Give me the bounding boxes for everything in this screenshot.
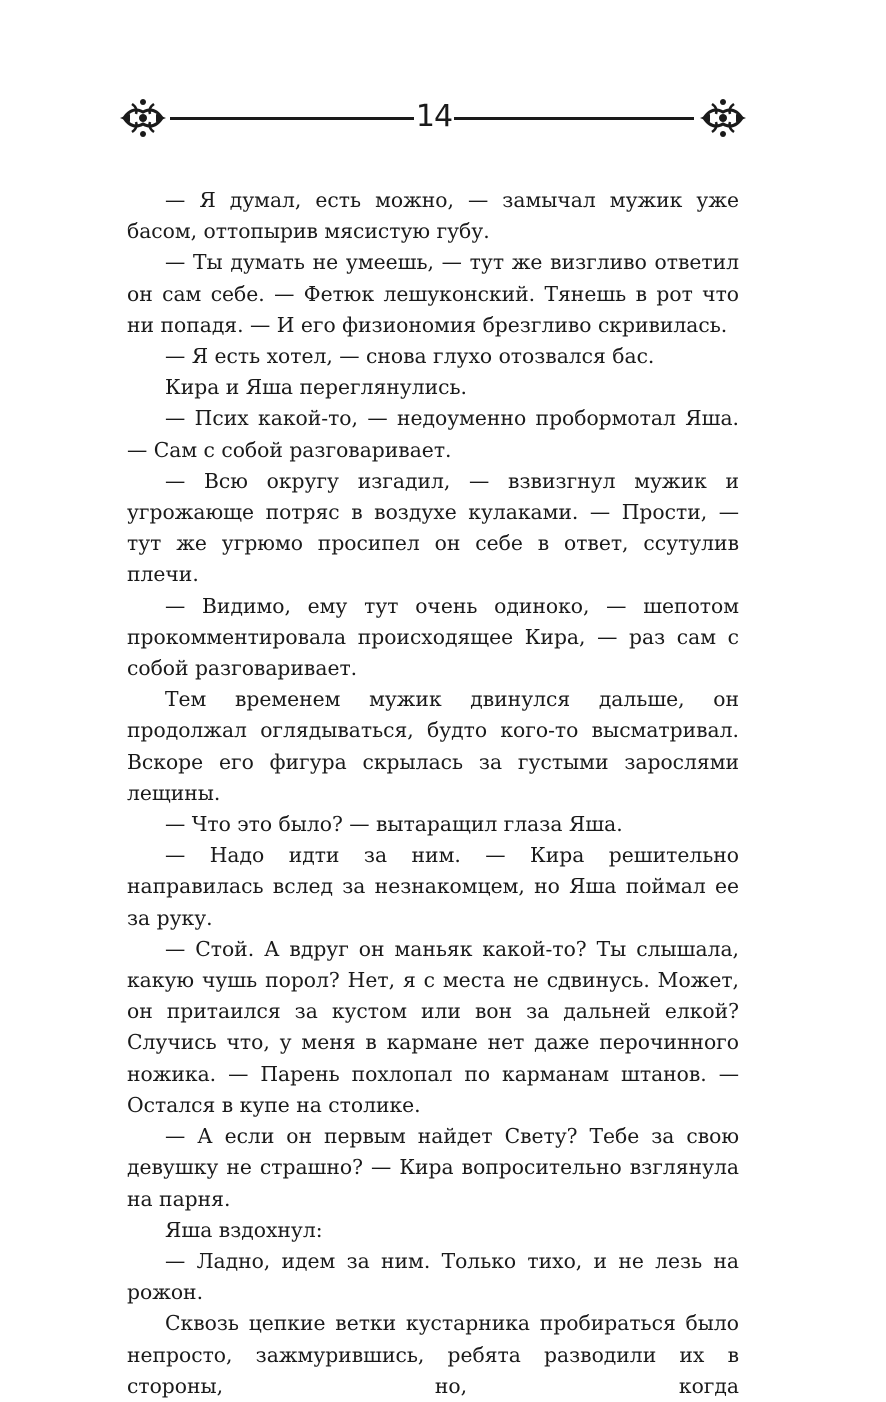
paragraph: — Псих какой-то, — недоуменно пробормотал Яша. — Сам с собой разговаривает. (127, 406, 739, 462)
body-text (127, 185, 739, 1402)
header-rule-right (474, 117, 694, 120)
paragraph: — Ладно, идем за ним. Только тихо, и не лезь на рожон. (127, 1248, 739, 1305)
page-number: 14 (414, 92, 454, 142)
paragraph: — Ты думать не умеешь, — тут же визгливо ответил он сам себе. — Фетюк лешуконский. Тянешь в рот что ни попадя. — И его физиономия брезгливо скривилась. (127, 250, 739, 337)
header-rule-left (170, 117, 510, 120)
paragraph: Тем временем мужик двинулся дальше, он продолжал оглядываться, будто кого-то высматривал. Вскоре его фигура скрылась за густыми зарослями лещины. (127, 687, 739, 805)
paragraph: Кира и Яша переглянулись. (165, 375, 467, 400)
paragraph: — Надо идти за ним. — Кира решительно направилась вслед за незнакомцем, но Яша поймал ее за руку. (127, 843, 739, 930)
paragraph: — Стой. А вдруг он маньяк какой-то? Ты слышала, какую чушь порол? Нет, я с места не сдвинусь. Может, он притаился за кустом или вон за дальней елкой? Случись что, у меня в кармане нет даже перочинного ножика. — Парень похлопал по карманам штанов. — Остался в купе на столике. (127, 936, 739, 1117)
paragraph: — Видимо, ему тут очень одиноко, — шепотом прокомментировала происходящее Кира, — раз сам с собой разговаривает. (127, 593, 739, 681)
floral-ornament-icon (118, 96, 168, 140)
paragraph: Сквозь цепкие ветки кустарника пробираться было непросто, зажмурившись, ребята разводили их в стороны, но, когда (127, 1311, 739, 1398)
floral-ornament-icon (698, 96, 748, 140)
paragraph: Яша вздохнул: (165, 1217, 323, 1242)
paragraph: — Я есть хотел, — снова глухо отозвался бас. (165, 344, 655, 369)
paragraph: — Всю округу изгадил, — взвизгнул мужик и угрожающе потряс в воздухе кулаками. — Прости, — тут же угрюмо просипел он себе в ответ, ссутулив плечи. (127, 468, 739, 587)
paragraph: — Я думал, есть можно, — замычал мужик уже басом, оттопырив мясистую губу. (127, 188, 739, 244)
paragraph: — Что это было? — вытаращил глаза Яша. (165, 812, 623, 837)
page-header (118, 92, 748, 148)
paragraph: — А если он первым найдет Свету? Тебе за свою девушку не страшно? — Кира вопросительно взглянула на парня. (127, 1124, 739, 1211)
